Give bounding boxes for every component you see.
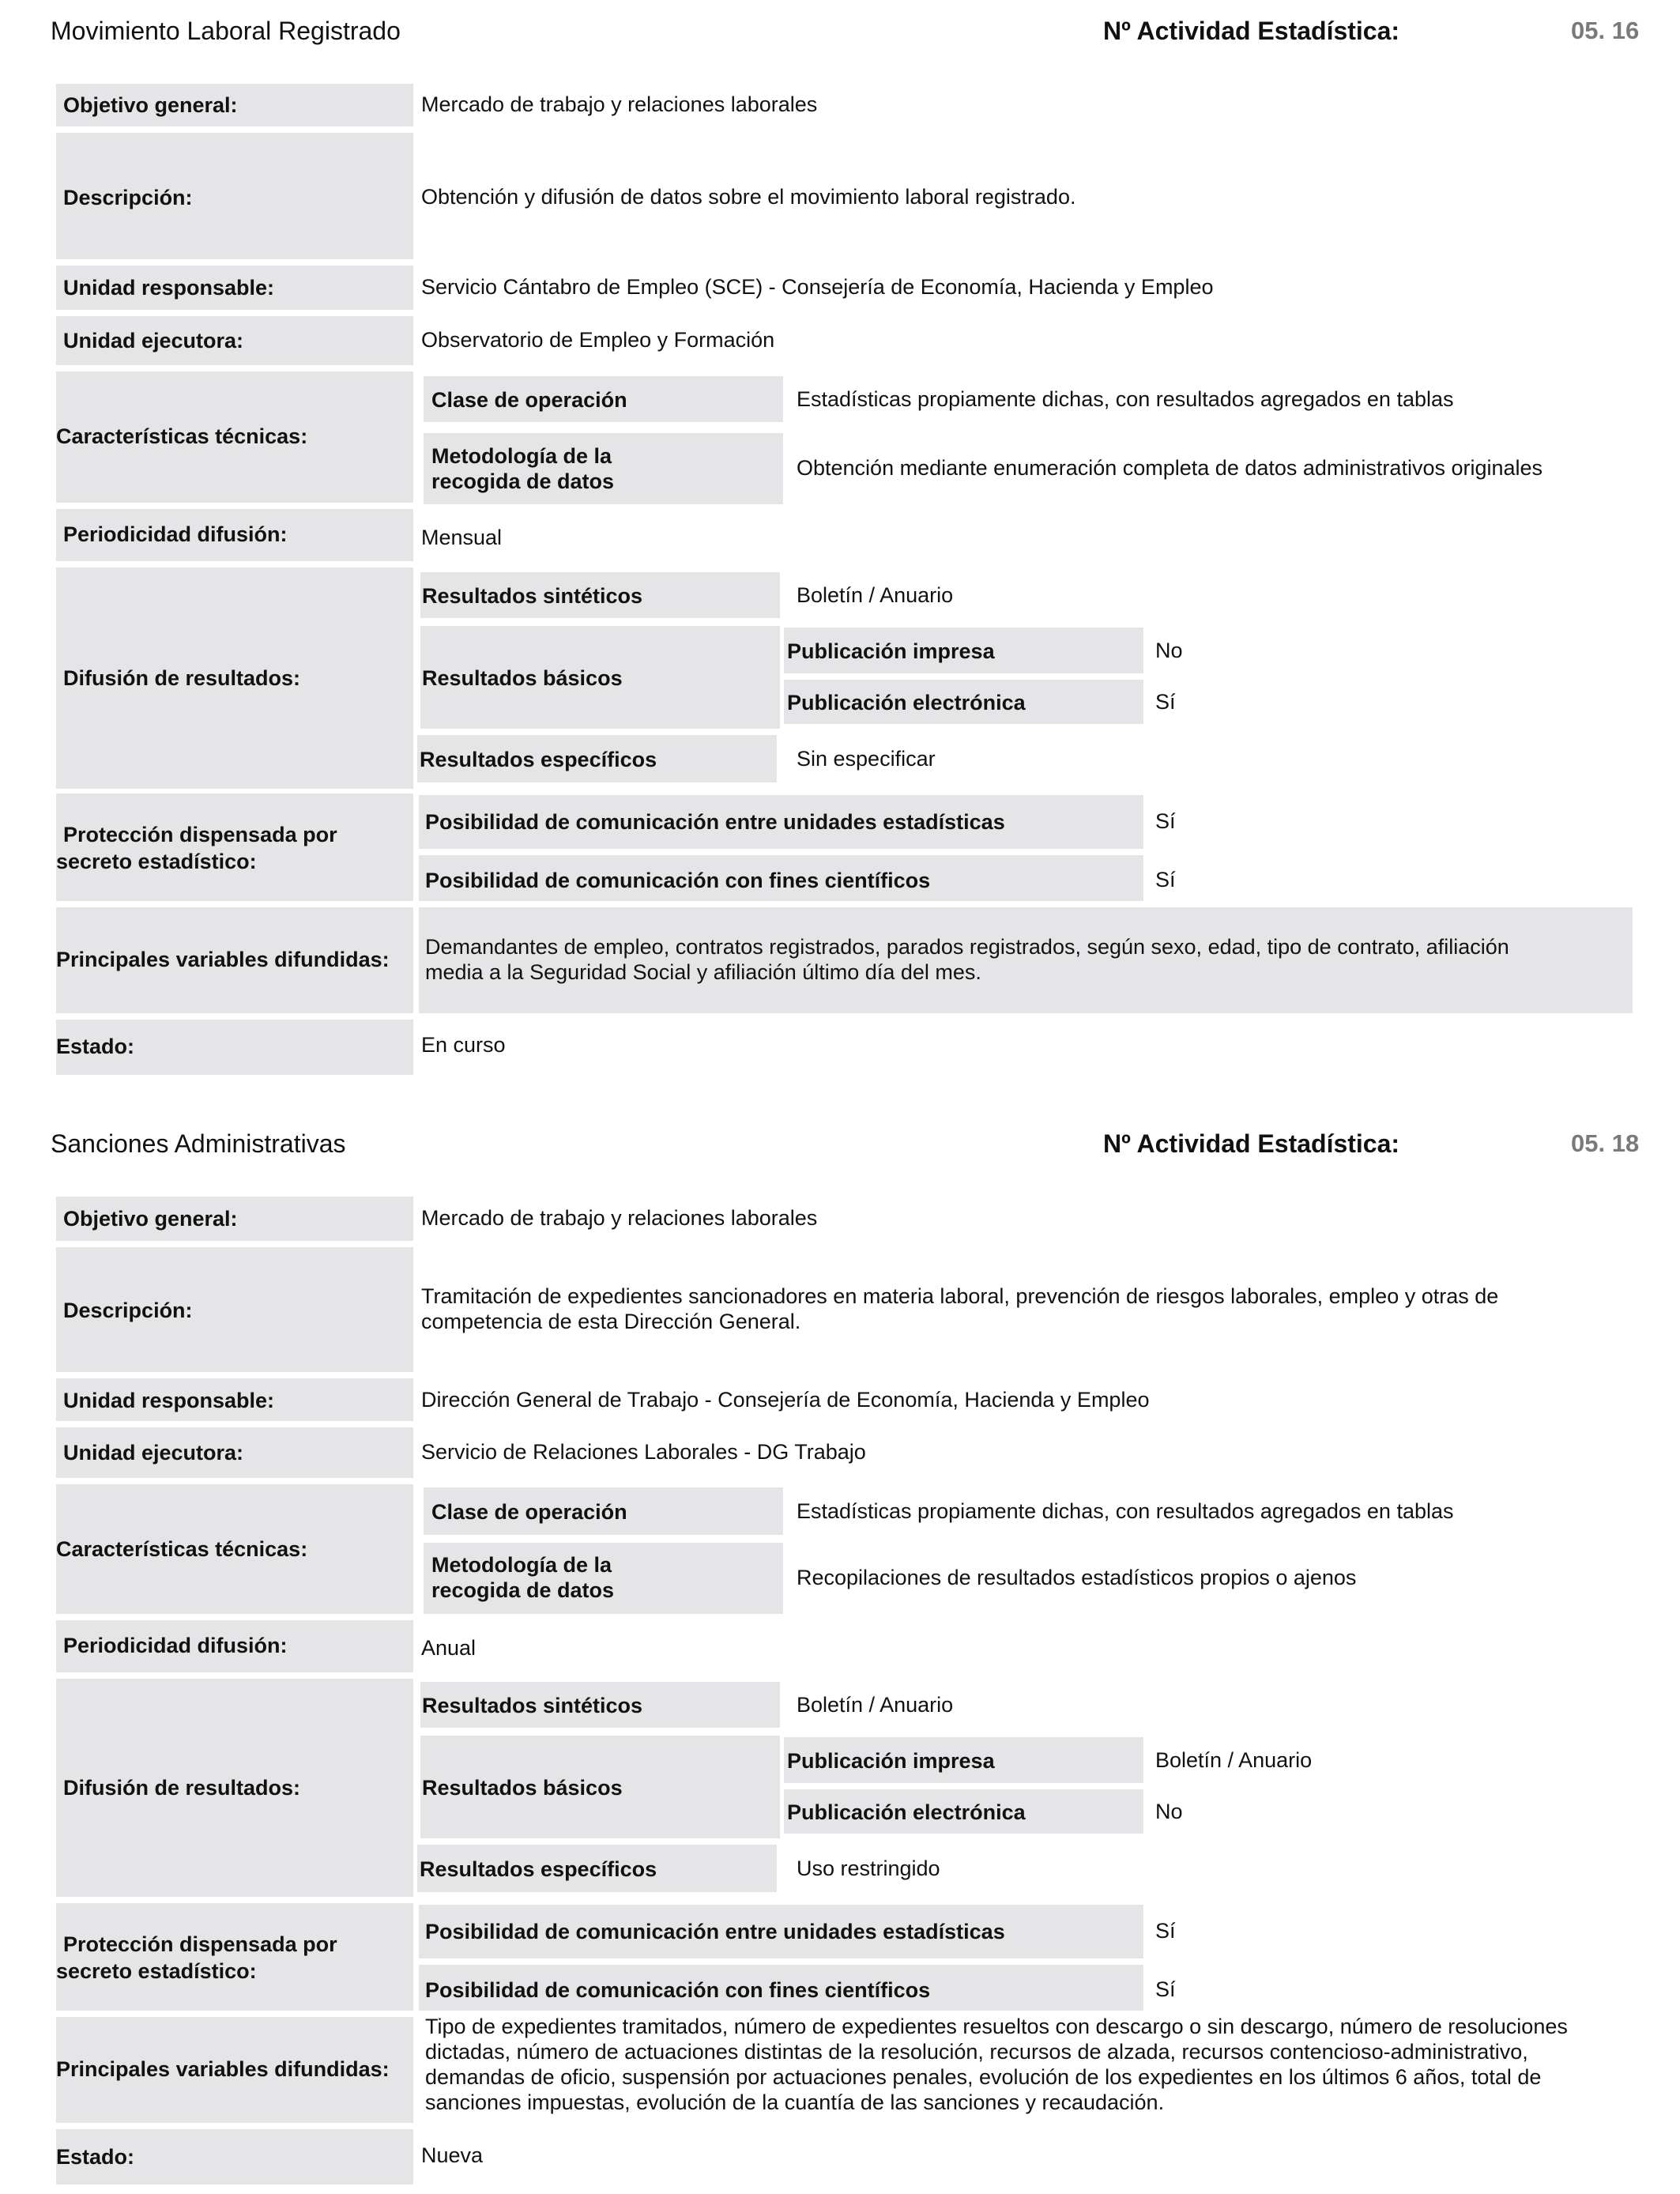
com-cientificos-value: Sí bbox=[1155, 868, 1176, 892]
difusion-label: Difusión de resultados: bbox=[63, 1776, 301, 1800]
metodologia-label: recogida de datos bbox=[431, 469, 615, 493]
clase-operacion-value: Estadísticas propiamente dichas, con resultados agregados en tablas bbox=[797, 387, 1454, 411]
variables-line: sanciones impuestas, evolución de la cuantía de las sanciones y recaudación. bbox=[425, 2090, 1165, 2114]
metodologia-value: Obtención mediante enumeración completa de datos administrativos originales bbox=[797, 456, 1543, 480]
unidad-responsable-label: Unidad responsable: bbox=[63, 1389, 275, 1412]
clase-operacion-label: Clase de operación bbox=[431, 1500, 627, 1524]
pub-electronica-label: Publicación electrónica bbox=[787, 1800, 1026, 1824]
pub-impresa-value: Boletín / Anuario bbox=[1155, 1748, 1313, 1772]
label-cell bbox=[56, 1903, 413, 2011]
caracteristicas-label: Características técnicas: bbox=[56, 424, 308, 448]
label-cell bbox=[56, 794, 413, 901]
variables-line: media a la Seguridad Social y afiliación último día del mes. bbox=[425, 960, 981, 984]
res-sinteticos-label: Resultados sintéticos bbox=[422, 1694, 643, 1717]
metodologia-label: Metodología de la bbox=[431, 444, 612, 468]
descripcion-label: Descripción: bbox=[63, 186, 193, 209]
proteccion-label: secreto estadístico: bbox=[56, 1959, 257, 1983]
pub-impresa-value: No bbox=[1155, 639, 1183, 662]
proteccion-label: Protección dispensada por bbox=[63, 823, 337, 846]
objetivo-value: Mercado de trabajo y relaciones laborales bbox=[421, 92, 818, 116]
variables-line: dictadas, número de actuaciones distintas de la resolución, recursos de alzada, recursos contencioso-administrativo, bbox=[425, 2040, 1528, 2064]
com-cientificos-label: Posibilidad de comunicación con fines científicos bbox=[425, 1978, 931, 2002]
metodologia-value: Recopilaciones de resultados estadísticos propios o ajenos bbox=[797, 1566, 1357, 1589]
res-especificos-label: Resultados específicos bbox=[420, 748, 657, 771]
difusion-label: Difusión de resultados: bbox=[63, 666, 301, 690]
objetivo-label: Objetivo general: bbox=[63, 93, 238, 117]
periodicidad-label: Periodicidad difusión: bbox=[63, 522, 288, 546]
descripcion-label: Descripción: bbox=[63, 1299, 193, 1322]
variables-label: Principales variables difundidas: bbox=[56, 2057, 390, 2081]
res-especificos-value: Uso restringido bbox=[797, 1857, 940, 1880]
estado-label: Estado: bbox=[56, 2145, 135, 2169]
com-unidades-value: Sí bbox=[1155, 1919, 1176, 1943]
com-cientificos-label: Posibilidad de comunicación con fines científicos bbox=[425, 869, 931, 892]
res-basicos-label: Resultados básicos bbox=[422, 1776, 623, 1800]
caracteristicas-label: Características técnicas: bbox=[56, 1537, 308, 1561]
activity-number: 05. 16 bbox=[1571, 17, 1640, 44]
clase-operacion-value: Estadísticas propiamente dichas, con resultados agregados en tablas bbox=[797, 1499, 1454, 1523]
record-title: Movimiento Laboral Registrado bbox=[51, 17, 401, 45]
proteccion-label: Protección dispensada por bbox=[63, 1932, 337, 1956]
activity-number: 05. 18 bbox=[1571, 1129, 1640, 1157]
metodologia-label: recogida de datos bbox=[431, 1578, 615, 1602]
descripcion-line: competencia de esta Dirección General. bbox=[421, 1310, 801, 1333]
com-unidades-value: Sí bbox=[1155, 809, 1176, 833]
res-sinteticos-value: Boletín / Anuario bbox=[797, 583, 954, 607]
unidad-ejecutora-value: Observatorio de Empleo y Formación bbox=[421, 328, 775, 352]
activity-number-label: Nº Actividad Estadística: bbox=[1103, 1129, 1400, 1158]
com-unidades-label: Posibilidad de comunicación entre unidades estadísticas bbox=[425, 1920, 1005, 1943]
descripcion-line: Tramitación de expedientes sancionadores en materia laboral, prevención de riesgos laborales, empleo y otras de bbox=[421, 1284, 1499, 1308]
objetivo-label: Objetivo general: bbox=[63, 1207, 238, 1231]
objetivo-value: Mercado de trabajo y relaciones laborales bbox=[421, 1206, 818, 1230]
pub-electronica-label: Publicación electrónica bbox=[787, 691, 1026, 714]
unidad-responsable-value: Servicio Cántabro de Empleo (SCE) - Consejería de Economía, Hacienda y Empleo bbox=[421, 275, 1214, 299]
pub-impresa-label: Publicación impresa bbox=[787, 639, 995, 663]
res-sinteticos-value: Boletín / Anuario bbox=[797, 1693, 954, 1717]
unidad-ejecutora-label: Unidad ejecutora: bbox=[63, 1441, 244, 1465]
pub-electronica-value: Sí bbox=[1155, 690, 1176, 714]
variables-line: demandas de oficio, suspensión por actuaciones penales, evolución de los expedientes en los últimos 6 años, total de bbox=[425, 2065, 1542, 2089]
unidad-ejecutora-label: Unidad ejecutora: bbox=[63, 329, 244, 352]
periodicidad-value: Mensual bbox=[421, 526, 503, 549]
variables-line: Demandantes de empleo, contratos registrados, parados registrados, según sexo, edad, tipo de contrato, afiliación bbox=[425, 935, 1509, 959]
variables-line: Tipo de expedientes tramitados, número de expedientes resueltos con descargo o sin descargo, número de resoluciones bbox=[425, 2015, 1568, 2038]
res-especificos-value: Sin especificar bbox=[797, 747, 936, 771]
unidad-responsable-value: Dirección General de Trabajo - Consejería de Economía, Hacienda y Empleo bbox=[421, 1388, 1150, 1412]
res-basicos-label: Resultados básicos bbox=[422, 666, 623, 690]
unidad-responsable-label: Unidad responsable: bbox=[63, 276, 275, 300]
unidad-ejecutora-value: Servicio de Relaciones Laborales - DG Trabajo bbox=[421, 1440, 866, 1464]
estado-label: Estado: bbox=[56, 1035, 135, 1058]
com-cientificos-value: Sí bbox=[1155, 1977, 1176, 2001]
estado-value: En curso bbox=[421, 1033, 506, 1057]
metodologia-label: Metodología de la bbox=[431, 1553, 612, 1577]
pub-electronica-value: No bbox=[1155, 1800, 1183, 1823]
proteccion-label: secreto estadístico: bbox=[56, 850, 257, 873]
estado-value: Nueva bbox=[421, 2143, 484, 2167]
periodicidad-value: Anual bbox=[421, 1636, 477, 1660]
pub-impresa-label: Publicación impresa bbox=[787, 1749, 995, 1773]
variables-label: Principales variables difundidas: bbox=[56, 948, 390, 971]
res-especificos-label: Resultados específicos bbox=[420, 1857, 657, 1881]
activity-number-label: Nº Actividad Estadística: bbox=[1103, 17, 1400, 45]
res-sinteticos-label: Resultados sintéticos bbox=[422, 584, 643, 608]
clase-operacion-label: Clase de operación bbox=[431, 388, 627, 412]
descripcion-line: Obtención y difusión de datos sobre el movimiento laboral registrado. bbox=[421, 185, 1076, 209]
record-title: Sanciones Administrativas bbox=[51, 1129, 346, 1158]
periodicidad-label: Periodicidad difusión: bbox=[63, 1634, 288, 1657]
com-unidades-label: Posibilidad de comunicación entre unidades estadísticas bbox=[425, 810, 1005, 834]
